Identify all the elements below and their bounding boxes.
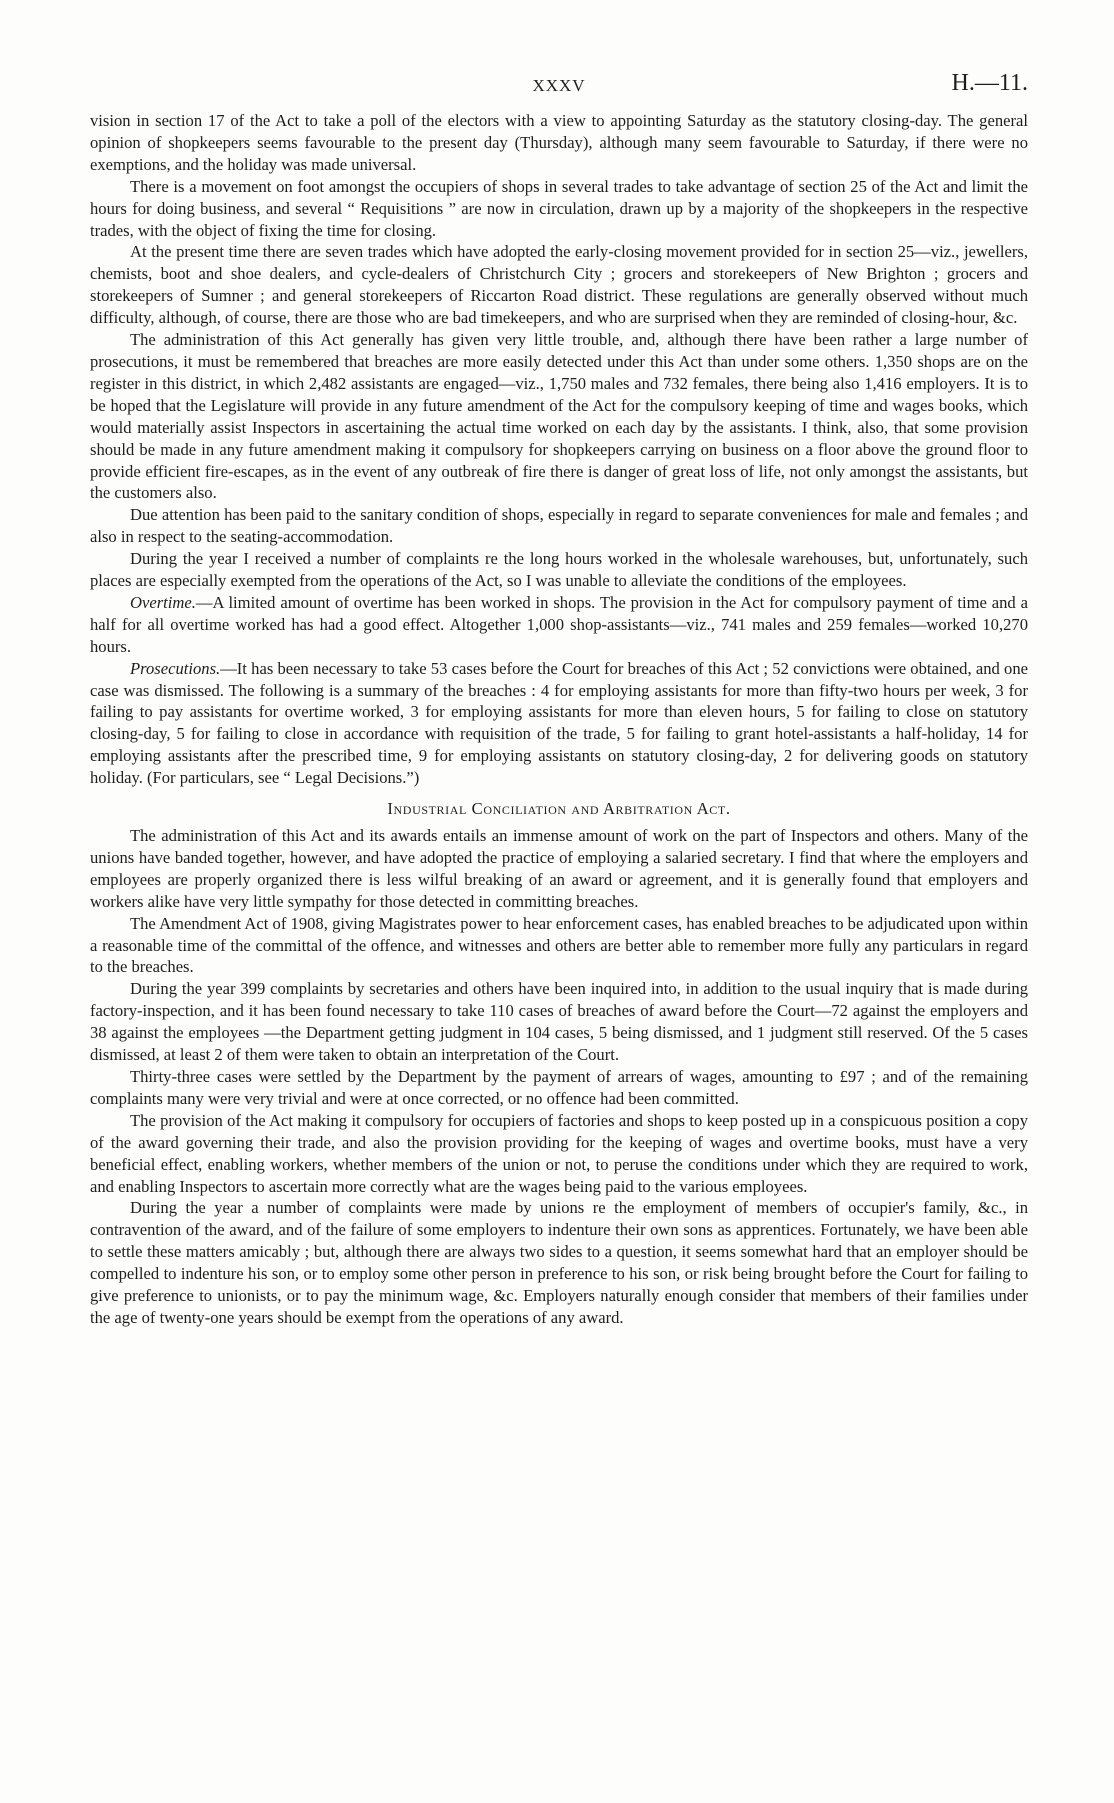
paragraph [90,241,1028,329]
section-heading: Industrial Conciliation and Arbitration Act. [387,799,731,819]
paragraph-text: During the year 399 complaints by secretaries and others have been inquired into, in addition to the usual inquiry that is made during factory-inspection, and it has been found necessary to take 110 cases of breaches of award before the Court—72 against the employers and 38 against the employees —the Department getting judgment in 104 cases, 5 being dismissed, and 1 judgment still reserved. Of the 5 cases dismissed, at least 2 of them were taken to obtain an interpretation of the Court. [90,979,1028,1065]
paragraph [90,1197,1028,1328]
paragraph-text: The administration of this Act generally has given very little trouble, and, although there have been rather a large number of prosecutions, it must be remembered that breaches are more easily detected under this Act than under some others. 1,350 shops are on the register in this district, in which 2,482 assistants are engaged—viz., 1,750 males and 732 females, there being also 1,416 employers. It is to be hoped that the Legislature will provide in any future amendment of the Act for the compulsory keeping of time and wages books, which would materially assist Inspectors in ascertaining the actual time worked on each day by the assistants. I think, also, that some provision should be made in any future amendment making it compulsory for shopkeepers carrying on business on a floor above the ground floor to provide efficient fire-escapes, as in the event of any outbreak of fire there is danger of great loss of life, not only amongst the assistants, but the customers also. [90,330,1028,503]
paragraph-overtime [90,592,1028,658]
paragraph [90,548,1028,592]
paragraph-text: The Amendment Act of 1908, giving Magistrates power to hear enforcement cases, has enabled breaches to be adjudicated upon within a reasonable time of the committal of the offence, and witnesses and others are better able to remember more fully any particulars in regard to the breaches. [90,913,1028,977]
paragraph [90,504,1028,548]
paragraph-text: —It has been necessary to take 53 cases before the Court for breaches of this Act ; 52 convictions were obtained, and one case was dismissed. The following is a summary of the breaches : 4 for employing assistants for more than fifty-two hours per week, 3 for failing to pay assistants for overtime worked, 3 for employing assistants for more than eleven hours, 5 for failing to close on statutory closing-day, 5 for failing to close in accordance with requisition of the trade, 5 for failing to grant hotel-assistants a half-holiday, 14 for employing assistants after the prescribed time, 9 for employing assistants on statutory closing-day, 2 for delivering goods on statutory holiday. (For particulars, see “ Legal Decisions.”) [90,658,1028,788]
paragraph [90,1066,1028,1110]
paragraph-text: —A limited amount of overtime has been worked in shops. The provision in the Act for compulsory payment of time and a half for all overtime worked has had a good effect. Altogether 1,000 shop-assistants—viz., 741 males and 259 females—worked 10,270 hours. [90,592,1028,656]
paragraph [90,913,1028,979]
paragraph-text: The administration of this Act and its awards entails an immense amount of work on the part of Inspectors and others. Many of the unions have banded together, however, and have adopted the practice of employing a salaried secretary. I find that where the employers and employees are properly organized there is less wilful breaking of an award or agreement, and it is generally found that employers and workers alike have very little sympathy for those detected in committing breaches. [90,826,1028,911]
page-header [90,70,1028,110]
paragraph-text: During the year a number of complaints were made by unions re the employment of members of occupier's family, &c., in contravention of the award, and of the failure of some employers to indenture their own sons as apprentices. Fortunately, we have been able to settle these matters amicably ; but, although there are always two sides to a question, it seems somewhat hard that an employer should be compelled to indenture his son, or to employ some other person in preference to his son, or risk being brought before the Court for failing to give preference to unionists, or to pay the minimum wage, &c. Employers naturally enough consider that members of their families under the age of twenty-one years should be exempt from the operations of any award. [90,1198,1028,1327]
paragraph-lead: Prosecutions. [130,658,221,678]
paragraph [90,110,1028,176]
paragraph-prosecutions [90,658,1028,789]
paragraph-text: Due attention has been paid to the sanitary condition of shops, especially in regard to separate conveniences for male and females ; and also in respect to the seating-accommodation. [90,505,1028,547]
document-body [90,110,1028,1329]
paragraph [90,825,1028,913]
paragraph-text: Thirty-three cases were settled by the Department by the payment of arrears of wages, amounting to £97 ; and of the remaining complaints many were very trivial and were at once corrected, or no offence had been committed. [90,1066,1028,1108]
paragraph-text: The provision of the Act making it compulsory for occupiers of factories and shops to keep posted up in a conspicuous position a copy of the award governing their trade, and also the provision providing for the keeping of wages and overtime books, must have a very beneficial effect, enabling workers, whether members of the union or not, to peruse the conditions under which they are required to work, and enabling Inspectors to ascertain more correctly what are the wages being paid to the various employees. [90,1110,1028,1196]
page-number: XXXV [532,76,586,95]
paragraph-text: At the present time there are seven trades which have adopted the early-closing movement provided for in section 25—viz., jewellers, chemists, boot and shoe dealers, and cycle-dealers of Christchurch City ; grocers and storekeepers of New Brighton ; grocers and storekeepers of Sumner ; and general storekeepers of Riccarton Road district. These regulations are generally observed without much difficulty, although, of course, there are those who are bad timekeepers, and who are surprised when they are reminded of closing-hour, &c. [90,242,1028,328]
paragraph [90,329,1028,504]
paragraph [90,176,1028,242]
paragraph [90,978,1028,1066]
paragraph-text: During the year I received a number of complaints re the long hours worked in the wholesale warehouses, but, unfortunately, such places are especially exempted from the operations of the Act, so I was unable to alleviate the conditions of the employees. [90,549,1028,591]
document-page [90,70,1028,1329]
document-reference: H.—11. [951,70,1028,96]
paragraph-text: There is a movement on foot amongst the occupiers of shops in several trades to take advantage of section 25 of the Act and limit the hours for doing business, and several “ Requisitions ” are now in circulation, drawn up by a majority of the shopkeepers in the respective trades, with the object of fixing the time for closing. [90,176,1028,240]
paragraph-text: vision in section 17 of the Act to take a poll of the electors with a view to appointing Saturday as the statutory closing-day. The general opinion of shopkeepers seems favourable to the present day (Thursday), although many seem favourable to Saturday, if there were no exemptions, and the holiday was made universal. [90,111,1028,174]
paragraph-lead: Overtime. [130,592,196,612]
paragraph [90,1110,1028,1198]
